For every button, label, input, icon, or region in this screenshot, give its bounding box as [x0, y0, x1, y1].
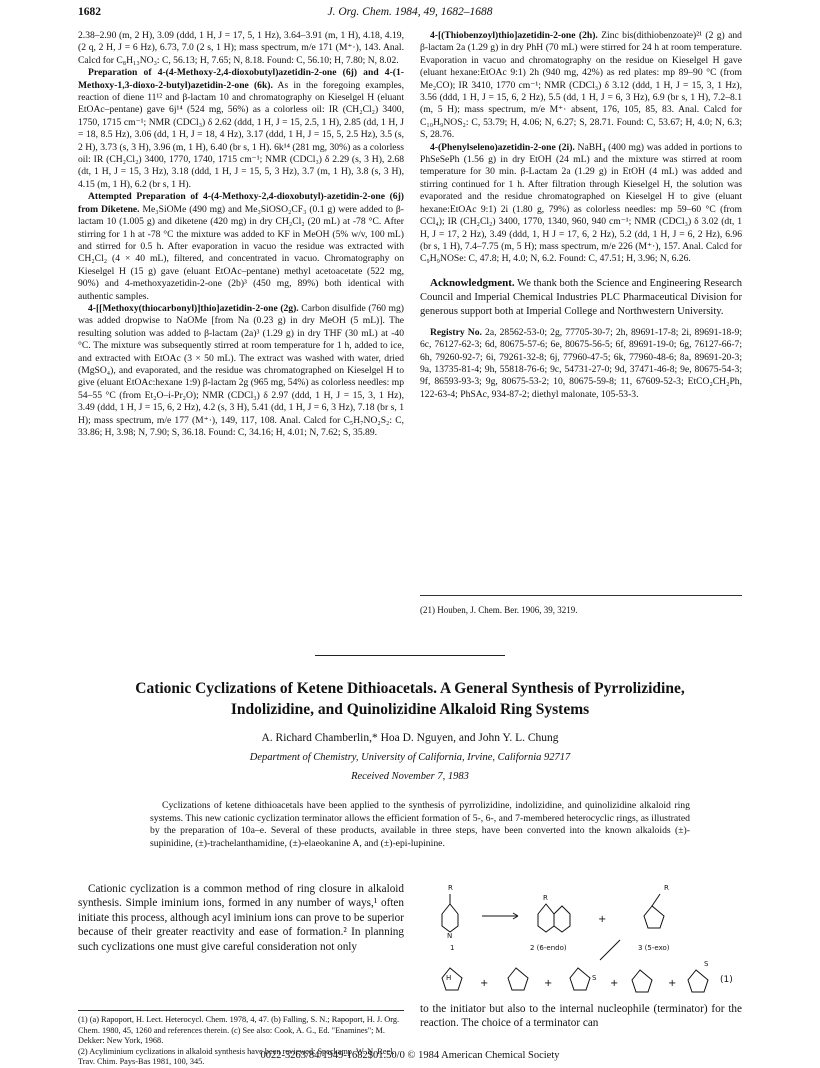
label-1: 1 — [450, 944, 455, 952]
acknowledgment: Acknowledgment. We thank both the Science and Engineering Research Council and Imperial Chemical Industries PLC Pharmaceutical Division for generous support both at Imperial College and Northwestern University. — [420, 276, 742, 317]
product-a — [442, 968, 462, 990]
article-title: Cationic Cyclizations of Ketene Dithioacetals. A General Synthesis of Pyrrolizidine, Indolizidine, and Quinolizidine Alkaloid Ring Systems — [135, 680, 685, 718]
heading-2g: 4-[[Methoxy(thiocarbonyl)]thio]azetidin-2-one (2g). — [88, 302, 299, 314]
label-2: 2 (6-endo) — [530, 944, 567, 952]
equation-number: (1) — [720, 975, 733, 985]
atom-r-1: R — [448, 884, 453, 892]
article-abstract: Cyclizations of ketene dithioacetals have been applied to the synthesis of pyrrolizidine, indolizidine, and quinolizidine alkaloid ring systems. This new cationic cyclization terminator allows the efficient formation of 5-, 6-, and 7-membered heterocyclic rings, as illustrated by the preparation of 10a–e. Several of these products, available in three steps, have been converted into the known alkaloids (±)-supinidine, (±)-trachelanthamidine, (±)-elaeokanine A, and (±)-epi-lupinine. — [150, 800, 690, 849]
product-c — [570, 968, 590, 990]
atom-s-e: S — [704, 960, 709, 968]
page-header — [78, 6, 742, 24]
reaction-scheme — [420, 876, 742, 1000]
reaction-arrow-2 — [600, 940, 620, 960]
structure-2-ring-b — [554, 906, 570, 932]
plus-1: + — [598, 914, 607, 925]
heading-2h: 4-[(Thiobenzoyl)thio]azetidin-2-one (2h). — [430, 30, 598, 41]
paragraph-6j-6k: Preparation of 4-(4-Methoxy-2,4-dioxobutyl)azetidin-2-one (6j) and 4-(1-Methoxy-1,3-dioxo-2-butyl)azetidin-2-one (6k). As in the foregoing examples, reaction of diene 11¹² and β-lactam 10 and chromatography on Kieselgel H (eluant EtOAc–pentane) gave 6j¹⁴ (524 mg, 56%) as a colorless oil: IR (CH₂Cl₂) 3400, 1750, 1715 cm⁻¹; NMR (CDCl₃) δ 2.62 (ddd, 1 H, J = 15, 2.5, 1 H), 2.85 (dd, 1 H, J = 18, 8.5 Hz), 3.06 (dd, 1 H, J = 18, 4 Hz), 3.17 (ddd, 1 H, J = 15, 5, 2.5 Hz), 3.5 (s, 2 H), 3.73 (s, 3 H), 3.96 (m, 1 H), 6.40 (br s, 1 H). 6k¹⁴ (281 mg, 30%) as a colorless oil: IR (CH₂Cl₂) 3400, 1770, 1740, 1715 cm⁻¹; NMR (CDCl₃) δ 2.29 (s, 3 H), 2.68 (dt, 1 H, J = 15, 3 Hz), 3.18 (ddd, 1 H, J = 15, 5, 3 Hz), 3.7 (m, 1 H), 3.8 (s, 3 H), 4.15 (m, 1 H), 6.2 (br s, 1 H). — [78, 67, 405, 190]
heading-2i: 4-(Phenylseleno)azetidin-2-one (2i). — [430, 141, 575, 153]
paragraph-2g: 4-[[Methoxy(thiocarbonyl)]thio]azetidin-2-one (2g). Carbon disulfide (760 mg) was added dropwise to NaOMe [from Na (0.23 g) in dry MeOH (5 mL)]. The resulting solution was added to β-lactam (2a)³ (1.29 g) in dry THF (30 mL) at -40 °C. The mixture was subsequently stirred at room temperature for 1 h, added to ice, and extracted with EtOAc (3 × 50 mL). The extract was washed with water, dried (MgSO₄), and evaporated, and the residue was chromatographed on Kieselgel H to give (eluant EtOAc:hexane 1:9) β-lactam 2g (965 mg, 54%) as colorless needles: mp 54–55 °C (from Et₂O–i-Pr₂O); NMR (CDCl₃) δ 2.97 (ddd, 1 H, J = 15, 3, 1 Hz), 3.49 (ddd, 1 H, J = 15, 6, 2 Hz), 4.2 (s, 3 H), 5.41 (dd, 1 H, J = 6, 3 Hz), 7.18 (br s, 1 H); mass spectrum, m/e 177 (M⁺·), 149, 117, 108. Anal. Calcd for C₅H₇NO₂S₂: C, 33.86; H, 3.98; N, 7.90; S, 36.18. Found: C, 34.16; H, 4.01; N, 7.62; S, 35.89. — [78, 302, 404, 438]
plus-4: + — [610, 978, 619, 989]
structure-3-ring — [644, 906, 664, 928]
atom-h-a: H — [446, 974, 452, 982]
heading-diketene: Attempted Preparation of 4-(4-Methoxy-2,4-dioxobutyl)-azetidin-2-one (6j) from Diketene. — [78, 191, 404, 215]
product-e — [688, 970, 708, 992]
article-affiliation: Department of Chemistry, University of California, Irvine, California 92717 — [249, 752, 571, 763]
left-column-experimental — [78, 30, 404, 439]
introduction-continued: to the initiator but also to the internal nucleophile (terminator) for the reaction. The choice of a terminator can — [420, 1003, 742, 1030]
introduction-paragraph: Cationic cyclization is a common method of ring closure in alkaloid synthesis. Simple iminium ions, formed in any number of ways,¹ often initiate this process, although acyl iminium ions can prove to be superior because of their greater reactivity and ease of formation.² In planning such cyclizations one must give careful consideration not only — [78, 883, 404, 953]
plus-2: + — [480, 978, 489, 989]
structure-1-ring — [442, 904, 458, 932]
scheme-drawing — [420, 876, 742, 1000]
footnote-21: (21) Houben, J. Chem. Ber. 1906, 39, 3219. — [420, 595, 742, 616]
right-column-experimental — [420, 30, 742, 401]
registry-numbers: Registry No. 2a, 28562-53-0; 2g, 77705-30-7; 2h, 89691-17-8; 2i, 89691-18-9; 6c, 76127-62-3; 6d, 80675-57-6; 6e, 80675-56-5; 6f, 89691-19-0; 6g, 76127-66-7; 6h, 79260-92-7; 6i, 79261-32-8; 6j, 77960-47-5; 6k, 77960-48-6; 8a, 89691-20-3; 9a, 13735-81-4; 9h, 55818-76-6; 9c, 54731-27-0; 9d, 37471-46-8; 9e, 80675-54-3; 9f, 86593-93-3; 9g, 80675-53-2; 10, 80675-59-8; 11, 67609-52-3; EtCO₂CH₂Ph, 122-63-4; PhSAc, 934-87-2; diethyl malonate, 105-53-3. — [420, 326, 742, 400]
label-3: 3 (5-exo) — [638, 944, 670, 952]
footnote-2: (2) Acyliminium cyclizations in alkaloid synthesis have been reviewed: Speckamp, W. N. Recl. Trav. Chim. Pays-Bas 1981, 100, 345. — [78, 1046, 395, 1067]
atom-r-3: R — [664, 884, 669, 892]
paragraph-diketene: Attempted Preparation of 4-(4-Methoxy-2,4-dioxobutyl)-azetidin-2-one (6j) from Diketene. Me₃SiOMe (490 mg) and Me₃SiOSO₂CF₃ (0.1 g) were added to β-lactam 10 (1.005 g) and diketene (420 mg) in dry CH₂Cl₂ (20 mL) at -78 °C. After stirring for 1 h at -78 °C the mixture was added to KF in MeOH (5% w/v, 100 mL) and stirred for 0.5 h. After evaporation in vacuo the residue was extracted with CH₂Cl₂ (4 × 40 mL), filtered, and concentrated in vacuo. Chromatography on Kieselgel H (15 g) gave (eluant EtOAc–pentane) methyl acetoacetate (522 mg, 90%) and 4-methoxyazetidin-2-one (2b)³ (450 mg, 89%) both identical with authentic samples. — [78, 191, 405, 302]
registry-heading: Registry No. — [430, 326, 482, 338]
received-date: Received November 7, 1983 — [351, 771, 469, 782]
article-authors: A. Richard Chamberlin,* Hoa D. Nguyen, and John Y. L. Chung — [261, 732, 559, 744]
journal-reference: J. Org. Chem. 1984, 49, 1682–1688 — [327, 6, 493, 18]
paragraph-6i-data: 2.38–2.90 (m, 2 H), 3.09 (ddd, 1 H, J = 17, 5, 1 Hz), 3.64–3.91 (m, 1 H), 4.18, 4.19, (2 q, 2 H, J = 6 Hz), 6.73, 7.0 (2 s, 1 H); mass spectrum, m/e 171 (M⁺·), 143. Anal. Calcd for C₈H₁₃NO₃: C, 56.13; H, 7.65; N, 8.18. Found: C, 56.10; H, 7.80; N, 8.02. — [78, 30, 404, 66]
atom-n-1: N — [447, 932, 453, 940]
atom-s-c: S — [592, 974, 597, 982]
page-number: 1682 — [78, 6, 101, 18]
structure-3-bond — [652, 894, 660, 906]
plus-5: + — [668, 978, 677, 989]
structure-2-ring-a — [538, 904, 554, 932]
plus-3: + — [544, 978, 553, 989]
paragraph-2i: 4-(Phenylseleno)azetidin-2-one (2i). NaBH₄ (400 mg) was added in portions to PhSeSePh (1.56 g) in dry EtOH (24 mL) and the mixture was stirred at room temperature for 30 min. β-Lactam 2a (1.29 g) in EtOH (4 mL) was added and stirring continued for 1 h. After filtration through Kieselgel H, the solution was evaporated and the residue chromatographed on Kieselgel H to give (eluant hexane:EtOAc 9:1) 2i (1.80 g, 79%) as colorless needles: mp 59–60 °C (from CCl₄); IR (CH₂Cl₂) 3400, 1770, 1340, 960, 940 cm⁻¹; NMR (CDCl₃) δ 3.02 (dt, 1 H, J = 17, 2 Hz), 3.49 (ddd, 1, H J = 17, 6, 2 Hz), 5.2 (dd, 1 H, J = 6, 2 Hz), 6.96 (br s, 1 H), 7.4–7.75 (m, 5 H); mass spectrum, m/e 226 (M⁺·), 157. Anal. Calcd for C₉H₉NOSe: C, 47.8; H, 4.0; N, 6.2. Found: C, 47.51; H, 3.96; N, 6.26. — [420, 141, 742, 265]
article-divider — [315, 655, 505, 656]
acknowledgment-heading: Acknowledgment. — [430, 276, 515, 289]
paragraph-2h: 4-[(Thiobenzoyl)thio]azetidin-2-one (2h). Zinc bis(dithiobenzoate)²¹ (2 g) and β-lactam 2a (1.29 g) in dry PhH (70 mL) were stirred for 24 h at room temperature. Evaporation in vacuo and chromatography on the residue on Kieselgel H gave (eluant hexane:EtOAc 9:1) 2h (940 mg, 42%) as red plates: mp 89–90 °C (from Me₂CO); IR 3410, 1770 cm⁻¹; NMR (CDCl₃) δ 3.12 (ddd, 1 H, J = 15, 3, 1 Hz), 3.56 (ddd, 1 H, J = 15, 6, 2 Hz), 5.5 (dd, 1 H, J = 6, 3 Hz), 6.9 (br s, 1 H), 7.2–8.1 (m, 5 H); mass spectrum, m/e M⁺· absent, 176, 105, 85, 83. Anal. Calcd for C₁₀H₉NOS₂: C, 53.79; H, 4.06; N, 6.27; S, 28.71. Found: C, 53.67; H, 4.0; N, 6.3; S, 28.76. — [420, 30, 742, 141]
product-b — [508, 968, 528, 990]
product-d — [632, 970, 652, 992]
copyright-footer: 0022-3263/84/1949-1682$01.50/0 © 1984 American Chemical Society — [260, 1050, 560, 1061]
footnote-1: (1) (a) Rapoport, H. Lect. Heterocycl. Chem. 1978, 4, 47. (b) Falling, S. N.; Rapoport, H. J. Org. Chem. 1980, 45, 1260 and references therein. (c) See also: Cook, A. G., Ed. "Enamines"; M. Dekker: New York, 1968. — [78, 1015, 400, 1046]
atom-r-2: R — [543, 894, 548, 902]
heading-6j-6k: Preparation of 4-(4-Methoxy-2,4-dioxobutyl)azetidin-2-one (6j) and 4-(1-Methoxy-1,3-dioxo-2-butyl)azetidin-2-one (6k). — [78, 67, 404, 91]
